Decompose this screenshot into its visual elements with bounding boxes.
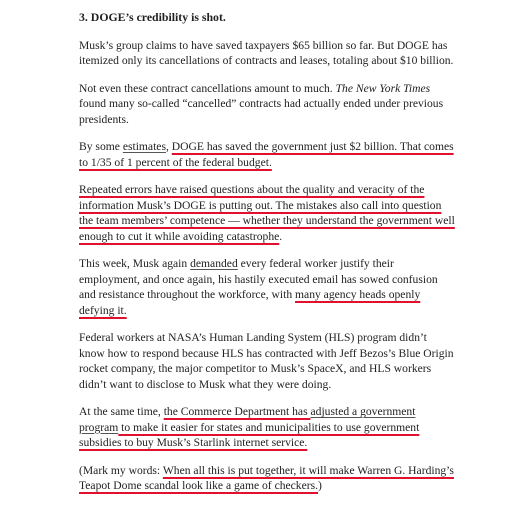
paragraph-musk-email [79, 256, 455, 318]
highlighted-text: the Commerce Department has [163, 405, 311, 418]
text-span: At the same time, [79, 405, 164, 418]
paragraph-contract-cancellations [79, 81, 455, 128]
highlighted-text: to make it easier for states and municipalities to use government subsidies to buy Musk’s Starlink internet service. [79, 420, 420, 449]
paragraph-doge-claims: Musk’s group claims to have saved taxpayers $65 billion so far. But DOGE has itemized only its cancellations of contracts and leases, totaling about $10 billion. [79, 38, 454, 67]
highlighted-text: Repeated errors have raised questions about the quality and veracity of the information Musk’s DOGE is putting out. The mistakes also call into question the team members’ competence — whether they understand the government well enough to cut it while avoiding catastrophe [79, 183, 455, 243]
text-span: found many so-called “cancelled” contracts had actually ended under previous presidents. [79, 97, 444, 126]
text-span: . [279, 229, 283, 243]
text-span: By some [79, 140, 123, 153]
text-span: every federal worker justify their employment, and once again, his hastily executed email has sowed confusion and resistance throughout the workforce, with [79, 257, 438, 301]
paragraph-commerce-department [79, 404, 455, 451]
text-span: (Mark my words: [79, 463, 163, 477]
article-body [79, 10, 455, 506]
paragraph-repeated-errors [79, 182, 455, 244]
demanded-link[interactable]: demanded [190, 257, 238, 270]
estimates-link[interactable]: estimates [122, 140, 166, 153]
text-span: Not even these contract cancellations amount to much. [79, 81, 336, 95]
text-span: , [165, 140, 172, 153]
publication-name: The New York Times [335, 81, 431, 95]
text-span: This week, Musk again [79, 257, 191, 270]
highlighted-text: When all this is put together, it will make Warren G. Harding’s Teapot Dome scandal look like a game of checkers. [79, 463, 454, 492]
highlighted-text: many agency heads openly defying it. [79, 288, 421, 317]
paragraph-estimates [79, 139, 455, 170]
adjusted-program-link[interactable]: adjusted a government program [79, 405, 416, 434]
text-span: ) [318, 479, 322, 492]
paragraph-mark-my-words [79, 463, 455, 494]
section-heading: 3. DOGE’s credibility is shot. [79, 10, 226, 24]
paragraph-nasa-hls: Federal workers at NASA’s Human Landing System (HLS) program didn’t know how to respond because HLS has contracted with Jeff Bezos’s Blue Origin rocket company, the major competitor to Musk’s SpaceX, and HLS workers didn’t want to disclose to Musk what they were doing. [79, 331, 454, 391]
highlighted-text: DOGE has saved the government just $2 billion. That comes to 1/35 of 1 percent of the federal budget. [79, 140, 454, 169]
